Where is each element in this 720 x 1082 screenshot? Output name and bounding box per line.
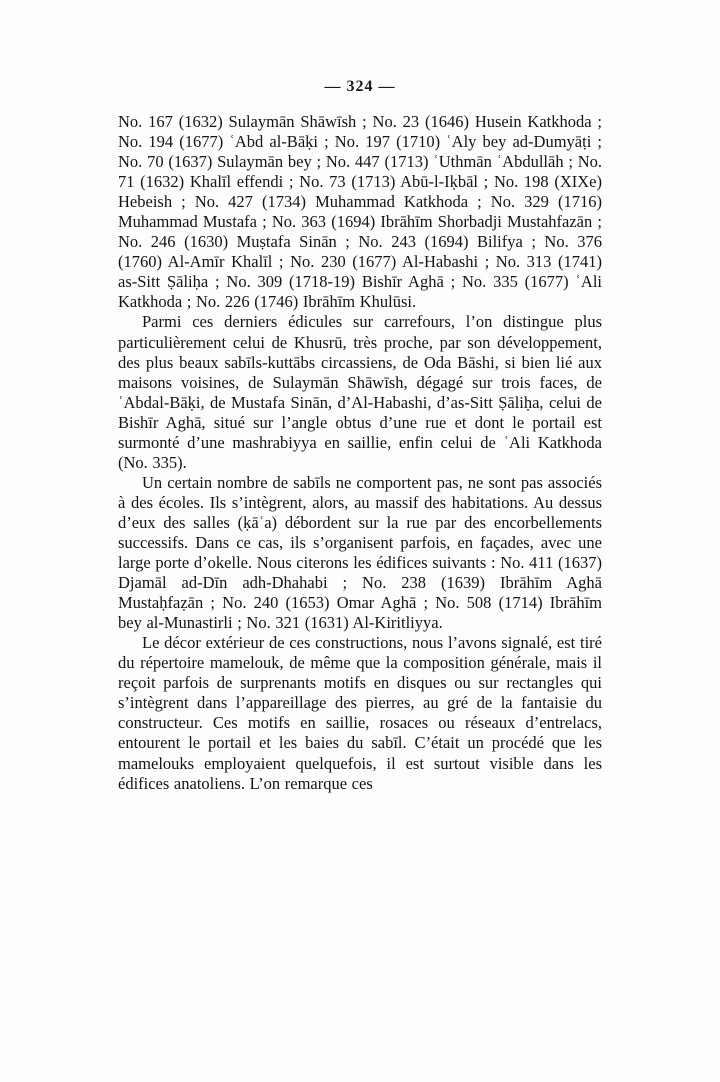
text-block (118, 112, 602, 794)
paragraph-sabils-sans-ecoles: Un certain nombre de sabīls ne comportent pas, ne sont pas associés à des écoles. Ils s’intègrent, alors, au massif des habitations. Au dessus d’eux des salles (ḳāʿa) débordent sur la rue par des encorbellements successifs. Dans ce cas, ils s’organisent parfois, en façades, avec une large porte d’okelle. Nous citerons les édifices suivants : No. 411 (1637) Djamāl ad-Dīn adh-Dhahabi ; No. 238 (1639) Ibrāhīm Aghā Mustaḥfaẓān ; No. 240 (1653) Omar Aghā ; No. 508 (1714) Ibrāhīm bey al-Munastirli ; No. 321 (1631) Al-Kiritliyya. (118, 472, 602, 633)
paragraph-sabil-list: No. 167 (1632) Sulaymān Shāwīsh ; No. 23 (1646) Husein Katkhoda ; No. 194 (1677) ʿAbd al-Bāḳi ; No. 197 (1710) ʿAly bey ad-Dumyāṭi ; No. 70 (1637) Sulaymān bey ; No. 447 (1713) ʿUthmān ʿAbdullāh ; No. 71 (1632) Khalīl effendi ; No. 73 (1713) Abū-l-Iḳbāl ; No. 198 (XIXe) Hebeish ; No. 427 (1734) Muhammad Katkhoda ; No. 329 (1716) Muhammad Mustafa ; No. 363 (1694) Ibrāhīm Shorbadji Mustahfazān ; No. 246 (1630) Muṣtafa Sinān ; No. 243 (1694) Bilifya ; No. 376 (1760) Al-Amīr Khalīl ; No. 230 (1677) Al-Habashi ; No. 313 (1741) as-Sitt Ṣāliḥa ; No. 309 (1718-19) Bishīr Aghā ; No. 335 (1677) ʿAli Katkhoda ; No. 226 (1746) Ibrāhīm Khulūsi. (118, 112, 602, 312)
paragraph-edicules-carrefours: Parmi ces derniers édicules sur carrefours, l’on distingue plus particulièrement celui de Khusrū, très proche, par son développement, des plus beaux sabīls-kuttābs circassiens, de Oda Bāshi, si bien lié aux maisons voisines, de Sulaymān Shāwīsh, dégagé sur trois faces, de ʿAbdal-Bāḳi, de Mustafa Sinān, d’Al-Habashi, d’as-Sitt Ṣāliḥa, celui de Bishīr Aghā, situé sur l’angle obtus d’une rue et dont le portail est surmonté d’une mashrabiyya en saillie, enfin celui de ʿAli Katkhoda (No. 335). (118, 312, 602, 472)
page-number: — 324 — (324, 78, 396, 95)
paragraph-decor-exterieur: Le décor extérieur de ces constructions, nous l’avons signalé, est tiré du répertoire mamelouk, de même que la composition générale, mais il reçoit parfois de surprenants motifs en disques ou sur rectangles qui s’intègrent dans l’appareillage des pierres, au gré de la fantaisie du constructeur. Ces motifs en saillie, rosaces ou réseaux d’entrelacs, entourent le portail et les baies du sabīl. C’était un procédé que les mamelouks employaient quelquefois, il est surtout visible dans les édifices anatoliens. L’on remarque ces (118, 633, 602, 793)
